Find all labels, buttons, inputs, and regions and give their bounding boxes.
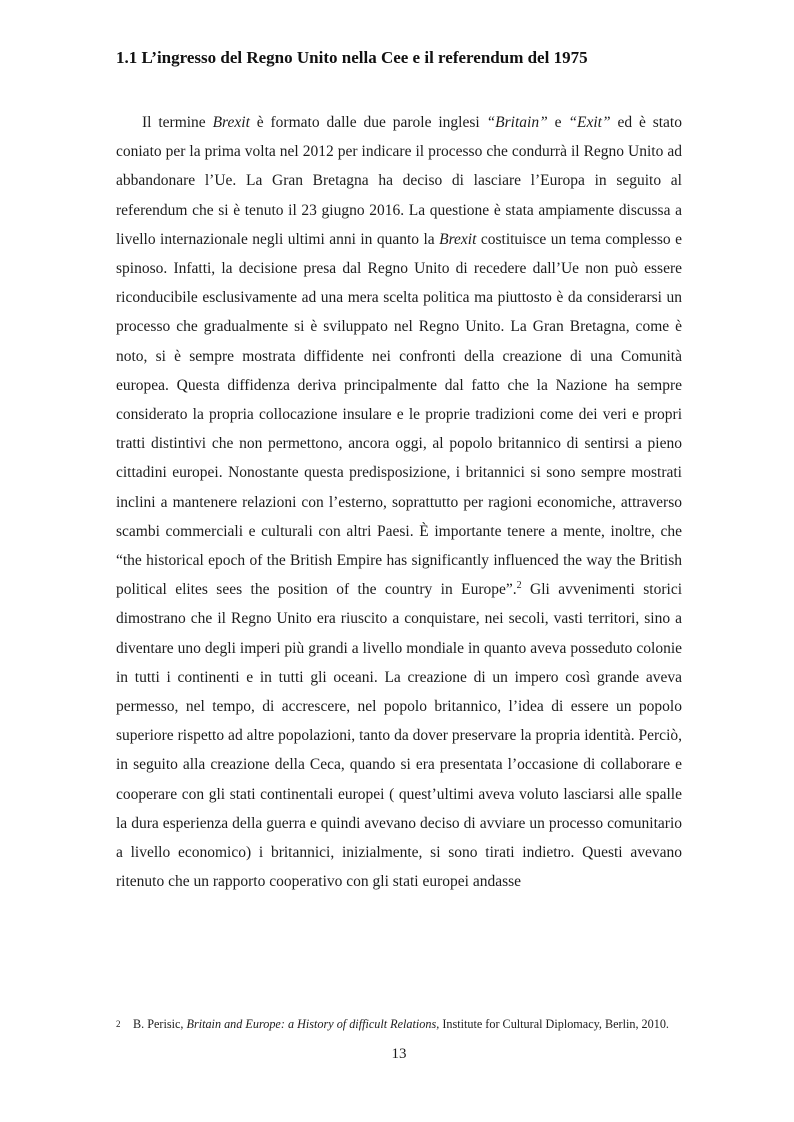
footnote-publisher: Institute for Cultural Diplomacy, Berlin, 2010. [439,1017,669,1031]
italic-term: “Britain” [486,114,548,131]
text-segment: è formato dalle due parole inglesi [249,114,487,131]
footnote-mark: 2 [116,1019,121,1029]
text-segment: ed è stato coniato per la prima volta nel 2012 per indicare il processo che condurrà il Regno Unito ad abbandonare l’Ue. La Gran Bretagna ha deciso di lasciare l’Europa in seguito al referendum che si è tenuto il 23 giugno 2016. La questione è stata ampiamente discussa a livello internazionale negli ultimi anni in quanto la [116,114,682,248]
italic-term: Brexit [212,114,250,131]
body-paragraph [116,108,682,896]
italic-term: Brexit [439,230,477,248]
text-segment: Il termine [142,114,213,131]
footnote-title: Britain and Europe: a History of difficult Relations, [186,1017,440,1031]
section-heading: 1.1 L’ingresso del Regno Unito nella Cee e il referendum del 1975 [116,48,588,67]
text-segment: costituisce un tema complesso e spinoso. Infatti, la decisione presa dal Regno Unito di recedere dall’Ue non può essere riconducibile esclusivamente ad una mera scelta politica ma piuttosto è da considerarsi un processo che gradualmente si è sviluppato nel Regno Unito. La Gran Bretagna, come è noto, si è sempre mostrata diffidente nei confronti della creazione di una Comunità europea. Questa diffidenza deriva principalmente dal fatto che la Nazione ha sempre considerato la propria collocazione insulare e le proprie tradizioni come dei veri e propri tratti distintivi che non permettono, ancora oggi, al popolo britannico di sentirsi a pieno cittadini europei. Nonostante questa predisposizione, i britannici si sono sempre mostrati inclini a mantenere relazioni con l’esterno, soprattutto per ragioni economiche, attraverso scambi commerciali e culturali con altri Paesi. È importante tenere a mente, inoltre, che “the historical epoch of the British Empire has significantly influenced the way the British political elites sees the position of the country in Europe”. [116,230,683,599]
text-segment: Gli avvenimenti storici dimostrano che il Regno Unito era riuscito a conquistare, nei secoli, vasti territori, sino a diventare uno degli imperi più grandi a livello mondiale in quanto aveva posseduto colonie in tutti i continenti e in tutti gli oceani. La creazione di un impero così grande aveva permesso, nel tempo, di accrescere, nel popolo britannico, l’idea di essere un popolo superiore rispetto ad altre popolazioni, tanto da dover preservare la propria identità. Perciò, in seguito alla creazione della Ceca, quando si era presentata l’occasione di collaborare e cooperare con gli stati continentali europei ( quest’ultimi aveva voluto lasciarsi alle spalle la dura esperienza della guerra e quindi avevano deciso di avviare un processo comunitario a livello economico) i britannici, inizialmente, si sono tirati indietro. Questi avevano ritenuto che un rapporto cooperativo con gli stati europei andasse [116,581,682,891]
footnote-reference[interactable]: 2 [516,580,522,592]
footnote-author: B. Perisic, [133,1017,187,1031]
page-number: 13 [391,1046,407,1062]
footnote [116,1016,682,1032]
italic-term: “Exit” [568,114,611,131]
footnote-text [133,1016,682,1032]
text-segment: e [547,114,569,131]
